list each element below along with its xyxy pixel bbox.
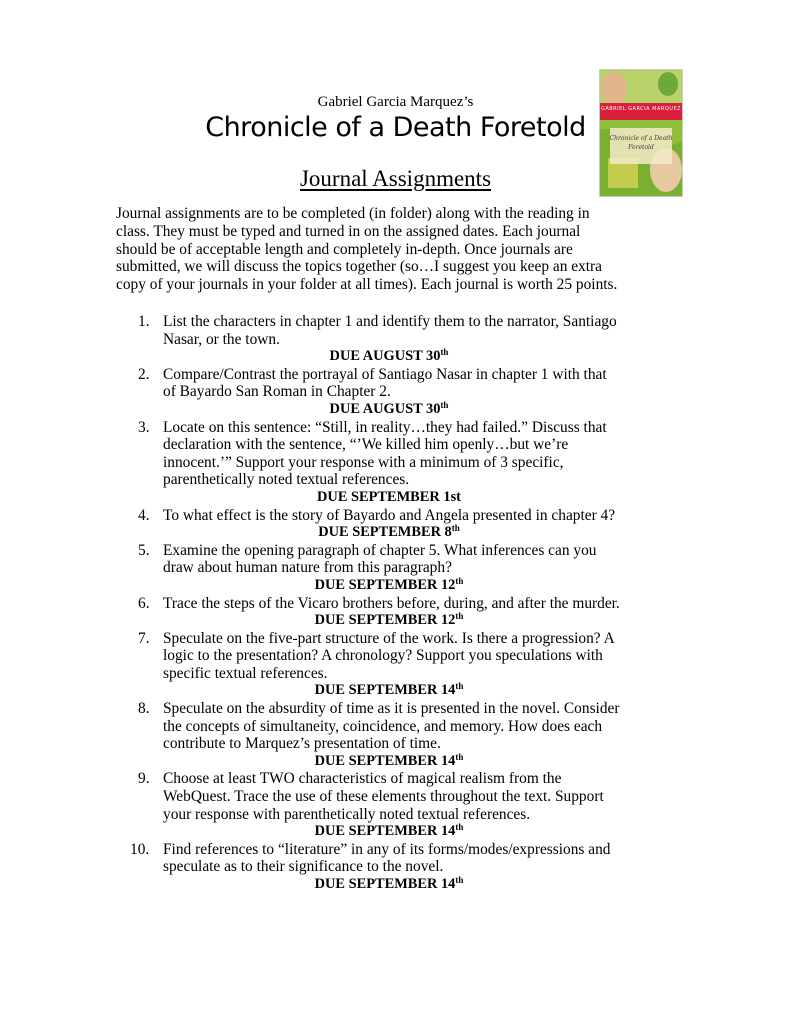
due-date — [116, 489, 686, 507]
assignment-number: 3. — [138, 418, 150, 436]
assignment-item — [116, 366, 686, 401]
author-line: Gabriel Garcia Marquez’s — [317, 94, 474, 110]
due-date-suffix: th — [455, 611, 464, 622]
assignment-item — [116, 595, 686, 613]
cover-author-text: GABRIEL GARCIA MARQUEZ — [600, 106, 682, 112]
assignment-item — [116, 507, 686, 525]
due-date-suffix: th — [440, 399, 449, 410]
due-date — [116, 682, 686, 700]
due-date-text: DUE SEPTEMBER 12 — [314, 576, 456, 593]
due-date-text: DUE SEPTEMBER 1st — [317, 488, 461, 505]
assignment-item — [116, 630, 686, 683]
due-date-text: DUE SEPTEMBER 14 — [314, 752, 456, 769]
assignment-text: Examine the opening paragraph of chapter 5. What inferences can you draw about human nature from this paragraph? — [163, 541, 597, 577]
due-date-suffix: th — [455, 681, 464, 692]
due-date-text: DUE SEPTEMBER 12 — [314, 612, 456, 629]
assignment-item — [116, 841, 686, 876]
assignment-text: Speculate on the five-part structure of the work. Is there a progression? A logic to the presentation? A chronology? Support you speculations with specific textual references. — [163, 629, 615, 682]
assignment-item — [116, 542, 686, 577]
due-date-text: DUE AUGUST 30 — [329, 400, 441, 417]
assignment-number: 8. — [138, 700, 150, 718]
due-date — [116, 612, 686, 630]
cover-title-text: Chronicle of a Death Foretold — [609, 135, 673, 151]
assignment-number: 1. — [138, 313, 150, 330]
assignment-text: Choose at least TWO characteristics of magical realism from the WebQuest. Trace the use of these elements throughout the text. Support your response with parenthetically noted textual references. — [163, 770, 604, 823]
due-date-suffix: th — [451, 523, 460, 534]
assignment-number: 7. — [138, 629, 150, 647]
due-date-suffix: th — [455, 875, 464, 885]
assignment-number: 4. — [138, 506, 150, 524]
assignment-text: Trace the steps of the Vicaro brothers before, during, and after the murder. — [163, 594, 620, 612]
due-date-text: DUE SEPTEMBER 8 — [318, 524, 452, 541]
due-date — [116, 876, 686, 894]
due-date — [116, 753, 686, 771]
assignment-list — [116, 313, 686, 894]
assignment-item — [116, 313, 686, 348]
assignment-item — [116, 419, 686, 489]
assignment-text: To what effect is the story of Bayardo and Angela presented in chapter 4? — [163, 506, 616, 524]
due-date-text: DUE SEPTEMBER 14 — [314, 823, 456, 840]
page-heading: Journal Assignments — [299, 166, 492, 191]
assignment-item — [116, 700, 686, 753]
due-date-suffix: th — [440, 347, 449, 358]
assignment-number: 10. — [130, 840, 150, 858]
due-date — [116, 577, 686, 595]
due-date — [116, 823, 686, 841]
due-date-text: DUE SEPTEMBER 14 — [314, 876, 456, 892]
due-date-text: DUE SEPTEMBER 14 — [314, 682, 456, 699]
assignment-text: Find references to “literature” in any of its forms/modes/expressions and speculate as to their significance to the novel. — [163, 840, 611, 876]
due-date-suffix: th — [455, 575, 464, 586]
assignment-number: 9. — [138, 770, 150, 788]
due-date-text: DUE AUGUST 30 — [329, 348, 441, 365]
due-date — [116, 524, 686, 542]
assignment-text: List the characters in chapter 1 and identify them to the narrator, Santiago Nasar, or the town. — [163, 313, 617, 348]
assignment-number: 5. — [138, 541, 150, 559]
assignment-text: Locate on this sentence: “Still, in reality…they had failed.” Discuss that declaration with the sentence, “’We killed him openly…but we’re innocent.’” Support your response with a minimum of 3 specific, parenthetically noted textual references. — [163, 418, 607, 489]
book-cover-art — [600, 70, 682, 196]
due-date — [116, 348, 686, 366]
assignment-text: Speculate on the absurdity of time as it is presented in the novel. Consider the concepts of simultaneity, coincidence, and memory. How does each contribute to Marquez’s presentation of time. — [163, 700, 620, 753]
intro-paragraph: Journal assignments are to be completed (in folder) along with the reading in class. They must be typed and turned in on the assigned dates. Each journal should be of acceptable length and completely in-depth. Once journals are submitted, we will discuss the topics together (so…I suggest you keep an extra copy of your journals in your folder at all times). Each journal is worth 25 points. — [116, 205, 618, 294]
assignment-text: Compare/Contrast the portrayal of Santiago Nasar in chapter 1 with that of Bayardo San Roman in Chapter 2. — [163, 365, 607, 401]
due-date-suffix: th — [455, 822, 464, 833]
assignment-number: 6. — [138, 594, 150, 612]
due-date — [116, 401, 686, 419]
assignment-item — [116, 770, 686, 823]
due-date-suffix: th — [455, 751, 464, 762]
book-title: Chronicle of a Death Foretold — [205, 112, 586, 143]
assignment-number: 2. — [138, 365, 150, 383]
book-cover-image — [599, 69, 683, 197]
